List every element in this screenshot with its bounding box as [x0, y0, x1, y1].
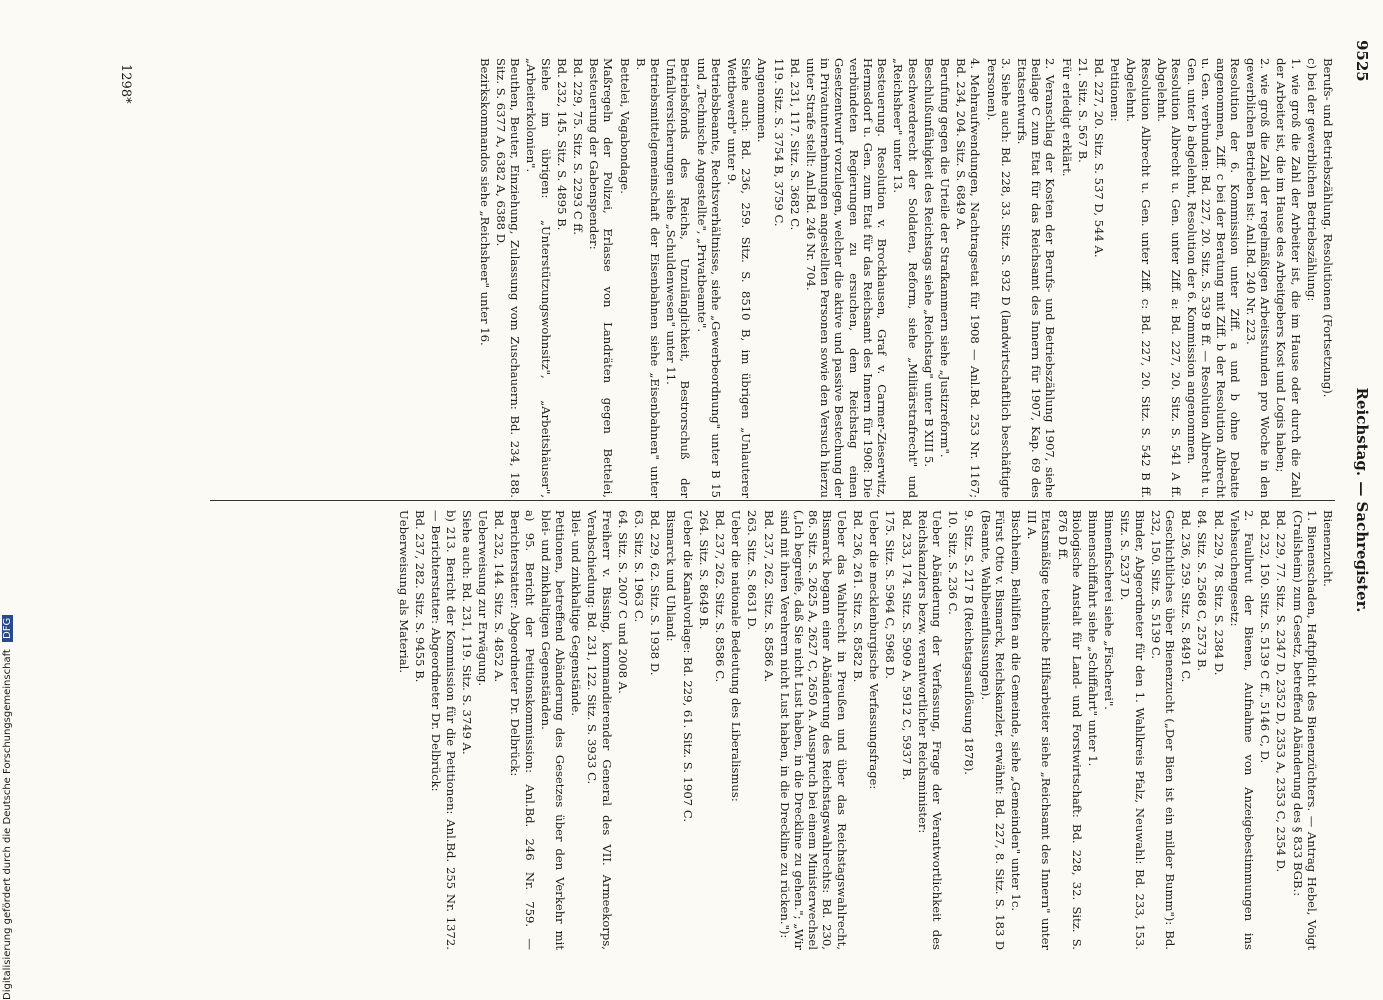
index-entry: Betriebsbeamte, Rechtsverhältnisse, siehe „Gewerbeordnung" unter B 15 und „Technische Angestellte", „Privatbeamte".	[694, 58, 723, 498]
index-entry: Siehe auch: Bd. 236, 259. Sitz. S. 8510 B, im übrigen „Unlauterer Wettbewerb" unter 9.	[725, 58, 754, 498]
index-entry: Bettelei, Vagabondage.	[617, 58, 632, 194]
page-number: 9525	[1353, 40, 1371, 82]
index-entry: Etatsmäßige technische Hilfsarbeiter siehe „Reichsamt des Innern" unter III A.	[1025, 510, 1054, 950]
index-entry: Bd. 236, 261. Sitz. S. 8582 B.	[850, 510, 865, 683]
index-entry: Siehe im übrigen: „Unterstützungswohnsitz", „Arbeitshäuser", „Arbeiterkolonien".	[524, 58, 553, 498]
index-entry: Bd. 237, 282. Sitz. S. 9455 B.	[413, 510, 428, 683]
index-entry: Bd. 236, 259. Sitz. S. 8491 C.	[1179, 510, 1194, 683]
column-divider	[210, 500, 1335, 501]
index-entry: Für erledigt erklärt.	[1059, 58, 1074, 177]
index-entry: Freiherr v. Bissing, kommandierender General des VII. Armeekorps, Verabschiedung: Bd. 231, 122. Sitz. S. 3933 C.	[585, 510, 614, 950]
index-entry: Ueber die mecklenburgische Verfassungsfrage:	[867, 510, 882, 790]
index-entry: 9. Sitz. S. 217 B (Reichstagsauflösung 1878).	[962, 510, 977, 775]
index-entry: Besteuerung. Resolution v. Brockhausen, Graf v. Carmer-Zieserwitz, Hermsdorf u. Gen. zum Etat für das Reichsamt des Innern für 1908: Die verbündeten Regierungen zu ersuchen, dem Reichstag einen Gesetzentwurf vorzulegen, welcher die aktive und passive Bestechung der in Privatunternehmungen angestellten Personen sowie den Versuch hierzu unter Strafe stellt: Anl.Bd. 246 Nr. 704.	[804, 58, 890, 498]
index-entry: Berufung gegen die Urteile der Strafkammern siehe „Justizreform".	[937, 58, 952, 458]
index-entry: Ueber die nationale Bedeutung des Liberalismus:	[729, 510, 744, 802]
dfg-logo: DFG	[2, 615, 13, 642]
index-entry: 3. Siehe auch: Bd. 228, 33. Sitz. S. 932 D (landwirtschaftlich beschäftigte Personen).	[984, 58, 1013, 498]
page-marker: 1298*	[118, 64, 133, 104]
index-column-left	[200, 510, 1335, 950]
index-entry: c) bei der gewerblichen Betriebszählung:	[1304, 58, 1319, 302]
index-entry: Ueberweisung als Material.	[397, 510, 412, 674]
index-entry: Bd. 229, 75. Sitz. S. 2293 C ff.	[571, 58, 586, 235]
index-entry: 2. Veranschlag der Kosten der Berufs- und Betriebszählung 1907, siehe Beilage C zum Etat für das Reichsamt des Innern für 1907, Kap. 69 des Etatsentwurfs.	[1014, 58, 1058, 498]
index-entry: Fürst Otto v. Bismarck, Reichskanzler, erwähnt: Bd. 227, 8. Sitz. S. 183 D (Beamte, Wahlbeeinflussungen).	[978, 510, 1007, 950]
index-entry: Ueber das Wahlrecht in Preußen und über das Reichstagswahlrecht, Bismarck begann einer Abänderung des Reichstagswahlrechts: Bd. 230, 86. Sitz. S. 2625 A, 2627 C, 2650 A. Ausspruch bei einem Ministerwechsel („Ich begreife, daß Sie nicht Lust haben, in die Dreckline zu gehen."; „Wir sind mit ihren Verehrern nicht Lust haben, in die Dreckline zu rücken."):	[777, 510, 849, 950]
index-entry: 119. Sitz. S. 3754 B, 3759 C.	[771, 58, 786, 227]
index-entry: 63. Sitz. S. 1963 C.	[632, 510, 647, 623]
index-entry: 264. Sitz. S. 8649 B.	[696, 510, 711, 630]
index-entry: Blei- und zinkhaltige Gegenstände.	[569, 510, 584, 716]
index-entry: Ueber Abänderung der Verfassung, Frage der Verantwortlichkeit des Reichskanzlers bezw. verantwortlicher Reichsminister:	[915, 510, 944, 950]
index-entry: Binnenschiffahrt siehe „Schiffahrt" unter 1.	[1085, 510, 1100, 767]
credit-strip	[0, 0, 30, 1000]
index-entry: Siehe auch: Bd. 231, 119. Sitz. S. 3749 A.	[459, 510, 474, 755]
index-entry: Bd. 232, 150. Sitz. S. 5139 C ff., 5146 C, D.	[1258, 510, 1273, 764]
index-entry: Bd. 229, 62. Sitz. S. 1938 D.	[648, 510, 663, 676]
index-entry: Biologische Anstalt für Land- und Forstwirtschaft: Bd. 228, 32. Sitz. S. 876 D ff.	[1055, 510, 1084, 950]
index-entry: Bd. 232, 145. Sitz. S. 4895 B.	[554, 58, 569, 231]
index-entry: Bd. 231, 117. Sitz. S. 3682 C.	[787, 58, 802, 231]
index-entry: Bd. 237, 262. Sitz. S. 8586 C.	[713, 510, 728, 683]
index-entry: Resolution Albrecht u. Gen. unter Ziff. a: Bd. 227, 20. Sitz. S. 541 A ff. Abgelehnt.	[1154, 58, 1183, 498]
index-entry: Bd. 229, 78. Sitz. S. 2384 D.	[1211, 510, 1226, 676]
index-entry: Bd. 233, 174. Sitz. S. 5909 A, 5912 C, 5937 B.	[899, 510, 914, 781]
index-entry: 2. Faulbrut der Bienen, Aufnahme von Anzeigebestimmungen ins Viehseuchengesetz:	[1227, 510, 1256, 950]
index-entry: Bismarck und Uhland:	[664, 510, 679, 642]
index-entry: Beuthen, Beuter, Einziehung, Zulassung vom Zuschauern: Bd. 234, 188. Sitz. S. 6377 A, 6382 A, 6388 D.	[494, 58, 523, 498]
index-entry: Bd. 237, 262. Sitz. S. 8586 A.	[761, 510, 776, 683]
index-column-right	[200, 58, 1335, 498]
index-entry: 1. Bienenschaden, Haftpflicht des Bienenzüchters. — Antrag Hebel, Voigt (Crailsheim) zum Gesetz, betreffend Abänderung des § 833 BGB.:	[1290, 510, 1319, 950]
index-entry: Resolution Albrecht u. Gen. unter Ziff. c: Bd. 227, 20. Sitz. S. 542 B ff. Abgelehnt.	[1124, 58, 1153, 498]
index-entry: Betriebsfonds des Reichs, Unzulänglichkeit, Bestrorschuß der Unfallversicherungen siehe „Schuldenwesen" unter 11.	[664, 58, 693, 498]
index-entry: 263. Sitz. S. 8631 D.	[745, 510, 760, 630]
index-entry: Petitionen:	[1108, 58, 1123, 122]
index-entry: 84. Sitz. S. 2568 C, 2573 B.	[1195, 510, 1210, 672]
index-entry: Beschwerderecht der Soldaten, Reform, siehe „Militärstrafrecht" und „Reichsheer" unter 13.	[891, 58, 920, 498]
index-entry: 4. Mehraufwendungen, Nachtragsetat für 1908 — Anl.Bd. 253 Nr. 1167; Bd. 234, 204. Sitz. S. 6849 A.	[954, 58, 983, 498]
index-entry: b) 213. Bericht der Kommission für die Petitionen: Anl.Bd. 255 Nr. 1372. — Berichterstatter: Abgeordneter Dr. Delbrück:	[429, 510, 458, 950]
index-entry: 175. Sitz. S. 5964 C, 5968 D.	[883, 510, 898, 679]
index-entry: 10. Sitz. S. 236 C.	[946, 510, 961, 615]
page-title: Reichstag. — Sachregister.	[1353, 387, 1371, 613]
page-header	[1345, 40, 1375, 960]
index-entry: Bd. 229, 77. Sitz. S. 2347 D, 2352 D, 2353 A, 2353 C, 2354 D.	[1274, 510, 1289, 873]
index-entry: Betriebsmittelgemeinschaft der Eisenbahnen siehe „Eisenbahnen" unter B.	[633, 58, 663, 498]
index-entry: 21. Sitz. S. 567 B.	[1075, 58, 1090, 163]
index-entry: Bezirkskommandos siehe „Reichsheer" unter 16.	[477, 58, 492, 346]
index-entry: Petitionen, betreffend Abänderung des Gesetzes über den Verkehr mit blei- und zinkhaltigen Gegenständen.	[538, 510, 568, 950]
index-entry: Binnenfischerei siehe „Fischerei".	[1102, 510, 1117, 710]
index-entry: Maßregeln der Polizei, Erlasse von Landräten gegen Bettelei, Besteuerung der Gabenspender:	[587, 58, 616, 498]
index-entry: 1. wie groß die Zahl der Arbeiter ist, die im Hause oder durch die Zahl der Arbeiter ist, die im Hause des Arbeitgebers Kost und Logis haben;	[1274, 58, 1303, 498]
dfg-credit: Digitalisierung gefördert durch die Deutsche Forschungsgemeinschaft	[2, 649, 13, 1000]
index-entry: Beschlußunfähigkeit des Reichstags siehe „Reichstag" unter B XIII 5.	[921, 58, 936, 468]
index-entry: Bd. 227, 20. Sitz. S. 537 D, 544 A.	[1091, 58, 1106, 258]
index-entry: Bischheim, Beihilfen an die Gemeinde, siehe „Gemeinden" unter 1c.	[1008, 510, 1023, 912]
index-entry: Angenommen.	[755, 58, 770, 143]
index-entry: Binder, Abgeordneter für den 1. Wahlkreis Pfalz, Neuwahl: Bd. 233, 153. Sitz. S. 5237 D.	[1118, 510, 1147, 950]
index-entry: a) 95. Bericht der Petitionskommission: Anl.Bd. 246 Nr. 759. — Berichterstatter: Abgeordneter Dr. Delbrück:	[508, 510, 537, 950]
index-entry: Ueber die Kanalvorlage: Bd. 229, 61. Sitz. S. 1907 C.	[680, 510, 695, 823]
index-entry: Bienenzucht.	[1321, 510, 1335, 587]
index-entry: Ueberweisung zur Erwägung.	[476, 510, 491, 687]
index-entry: Geschichtliches über Bienenzucht („Der Bien ist ein milder Bumm"): Bd. 232, 150. Sitz. S. 5139 C.	[1148, 510, 1177, 950]
index-entry: Bd. 232, 144. Sitz. S. 4852 A.	[492, 510, 507, 683]
index-entry: Resolution der 6. Kommission unter Ziff. a und b ohne Debatte angenommen, Ziff. c bei der Beratung mit Ziff. b der Resolution Albrecht u. Gen. verbunden: Bd. 227, 20. Sitz. S. 539 B ff. — Resolution Albrecht u. Gen. unter b abgelehnt, Resolution der 6. Kommission angenommen.	[1185, 58, 1242, 498]
index-entry: Berufs- und Betriebszählung. Resolutionen (Fortsetzung).	[1321, 58, 1335, 398]
index-entry: 64. Sitz. S. 2007 C und 2008 A.	[615, 510, 630, 694]
index-entry: 2. wie groß die Zahl der regelmäßigen Arbeitsstunden pro Woche in den gewerblichen Betrieben ist: Anl.Bd. 240 Nr. 223.	[1243, 58, 1273, 498]
